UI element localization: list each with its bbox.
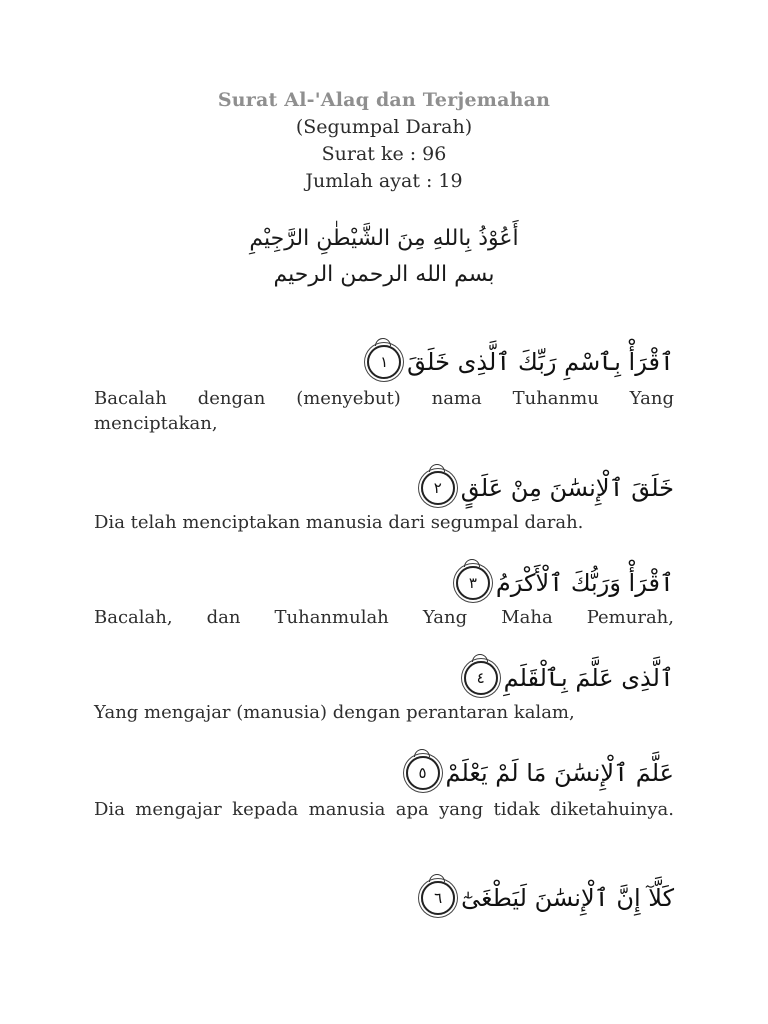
verse-6 xyxy=(94,878,674,918)
ayah-number-icon: ٤ xyxy=(464,661,498,695)
verse-2 xyxy=(94,468,674,535)
verse-translation: Dia mengajar kepada manusia apa yang tidak diketahuinya. xyxy=(94,799,674,820)
ayah-number-icon: ٣ xyxy=(456,566,490,600)
verse-1 xyxy=(94,342,674,436)
verse-arabic xyxy=(94,563,674,603)
verse-arabic xyxy=(94,878,674,918)
verse-5 xyxy=(94,753,674,822)
ayah-number-icon: ٦ xyxy=(421,881,455,915)
verse-translation: Bacalah dengan (menyebut) nama Tuhanmu Yang menciptakan, xyxy=(94,388,674,434)
verse-count: Jumlah ayat : 19 xyxy=(305,170,463,192)
verse-translation: Dia telah menciptakan manusia dari segumpal darah. xyxy=(94,512,584,533)
basmalah-text: بسم الله الرحمن الرحيم xyxy=(273,262,495,287)
surah-meaning: (Segumpal Darah) xyxy=(295,116,473,138)
verse-4 xyxy=(94,658,674,725)
verse-arabic-text: عَلَّمَ ٱلْإِنسَٰنَ مَا لَمْ يَعْلَمْ xyxy=(445,759,674,787)
verse-arabic xyxy=(94,468,674,508)
surah-number: Surat ke : 96 xyxy=(321,143,447,165)
verse-arabic xyxy=(94,753,674,793)
verse-arabic xyxy=(94,658,674,698)
verse-arabic-text: ٱلَّذِى عَلَّمَ بِٱلْقَلَمِ xyxy=(503,664,674,692)
verse-arabic-text: خَلَقَ ٱلْإِنسَٰنَ مِنْ عَلَقٍ xyxy=(460,474,674,502)
verse-translation: Bacalah, dan Tuhanmulah Yang Maha Pemurah, xyxy=(94,607,674,628)
document-header xyxy=(0,86,768,195)
ayah-number-icon: ٢ xyxy=(421,471,455,505)
ayah-number-icon: ١ xyxy=(367,345,401,379)
verse-translation: Yang mengajar (manusia) dengan perantaran kalam, xyxy=(94,702,575,723)
verse-arabic-text: ٱقْرَأْ بِٱسْمِ رَبِّكَ ٱلَّذِى خَلَقَ xyxy=(407,348,674,376)
verse-3 xyxy=(94,563,674,630)
verse-arabic xyxy=(94,342,674,382)
verse-arabic-text: ٱقْرَأْ وَرَبُّكَ ٱلْأَكْرَمُ xyxy=(495,569,674,597)
taawwudz-text: أَعُوْذُ بِاللهِ مِنَ الشَّيْطٰنِ الرَّجِيْمِ xyxy=(249,226,519,251)
ayah-number-icon: ٥ xyxy=(406,756,440,790)
document-title: Surat Al-'Alaq dan Terjemahan xyxy=(217,89,551,111)
verse-arabic-text: كَلَّآ إِنَّ ٱلْإِنسَٰنَ لَيَطْغَىٰٓ xyxy=(461,884,674,912)
